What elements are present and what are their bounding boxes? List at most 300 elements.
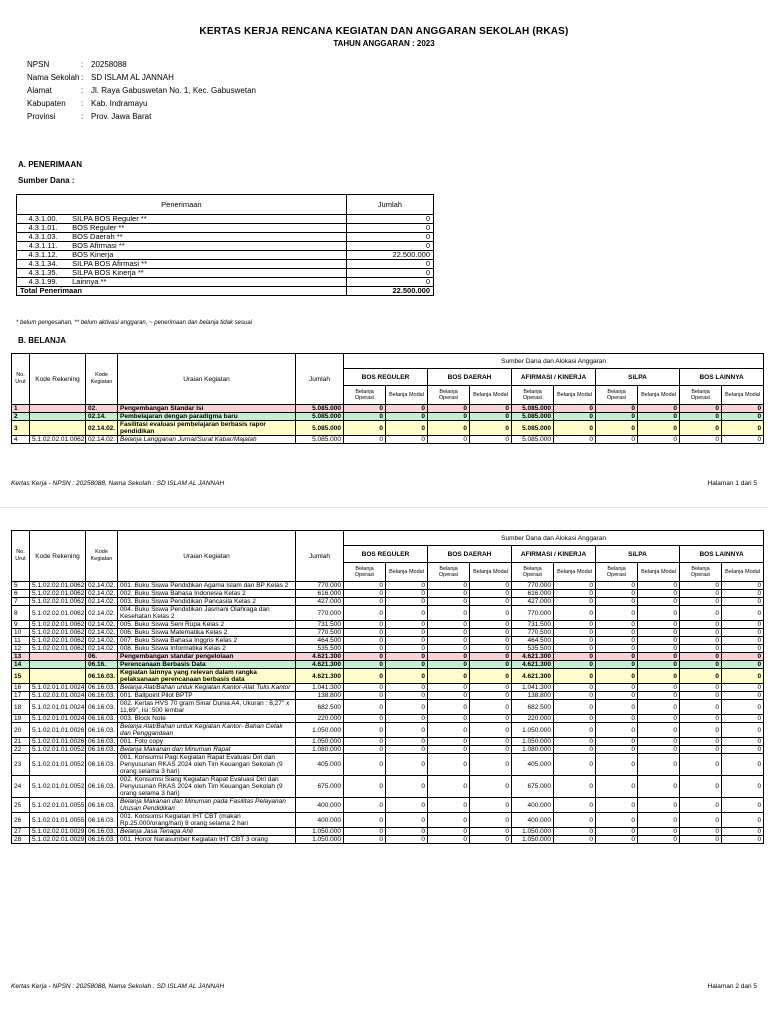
row-jumlah: 1.041.300 (296, 684, 344, 692)
row-fund-value: 1.050.000 (512, 723, 554, 738)
header-belanja-operasi: Belanja Operasi (344, 563, 386, 582)
row-fund-value: 0 (344, 590, 386, 598)
row-uraian: 005. Buku Siswa Seni Rupa Kelas 2 (118, 621, 296, 629)
row-kode-rekening: 5.1.02.02.01.0062 (30, 436, 86, 444)
header-fund-group: AFIRMASI / KINERJA (512, 369, 596, 386)
row-fund-value: 0 (638, 661, 680, 669)
row-jumlah: 4.621.300 (296, 653, 344, 661)
info-label: Nama Sekolah (27, 73, 80, 82)
row-uraian: 006. Buku Siswa Matematika Kelas 2 (118, 629, 296, 637)
row-fund-value: 0 (722, 715, 764, 723)
row-no: 16 (12, 684, 30, 692)
penerimaan-amount: 0 (346, 260, 433, 269)
belanja-table-page-2 (11, 530, 764, 844)
belanja-row (12, 813, 764, 828)
row-no: 3 (12, 421, 30, 436)
row-fund-value: 0 (470, 637, 512, 645)
row-fund-value: 0 (596, 828, 638, 836)
row-fund-value: 0 (428, 413, 470, 421)
penerimaan-amount: 0 (346, 269, 433, 278)
row-fund-value: 0 (596, 798, 638, 813)
row-fund-value: 0 (386, 421, 428, 436)
row-fund-value: 0 (428, 637, 470, 645)
row-fund-value: 0 (428, 746, 470, 754)
header-belanja-modal: Belanja Modal (638, 563, 680, 582)
header-jumlah: Jumlah (346, 195, 433, 215)
header-uraian-kegiatan: Uraian Kegiatan (118, 531, 296, 582)
belanja-table-page-1 (11, 353, 764, 444)
row-kode-rekening: 5.1.02.01.01.0052 (30, 754, 86, 776)
row-fund-value: 0 (344, 828, 386, 836)
row-fund-value: 0 (344, 629, 386, 637)
row-fund-value: 0 (470, 723, 512, 738)
row-fund-value: 0 (554, 776, 596, 798)
info-label: Kabupaten (27, 99, 66, 108)
penerimaan-code: 4.3.1.12. (17, 251, 70, 260)
row-jumlah: 427.000 (296, 598, 344, 606)
row-fund-value: 400.000 (512, 798, 554, 813)
row-fund-value: 0 (554, 754, 596, 776)
header-belanja-operasi: Belanja Operasi (428, 563, 470, 582)
row-fund-value: 427.000 (512, 598, 554, 606)
info-separator: : (81, 112, 84, 121)
row-fund-value: 0 (344, 621, 386, 629)
row-fund-value: 0 (722, 606, 764, 621)
row-fund-value: 0 (344, 754, 386, 776)
footer-page-number: Halaman 1 dari 5 (707, 480, 757, 487)
info-value: Prov. Jawa Barat (91, 112, 152, 121)
row-fund-value: 0 (638, 798, 680, 813)
row-no: 15 (12, 669, 30, 684)
row-fund-value: 0 (596, 776, 638, 798)
row-fund-value: 0 (344, 692, 386, 700)
row-jumlah: 1.050.000 (296, 738, 344, 746)
row-fund-value: 0 (680, 738, 722, 746)
row-fund-value: 0 (386, 746, 428, 754)
info-row (27, 84, 256, 97)
row-fund-value: 0 (638, 715, 680, 723)
row-kode-kegiatan: 02.14.02. (86, 645, 118, 653)
row-fund-value: 0 (680, 621, 722, 629)
belanja-row (12, 590, 764, 598)
row-fund-value: 0 (554, 828, 596, 836)
row-fund-value: 0 (470, 653, 512, 661)
row-kode-rekening (30, 661, 86, 669)
header-fund-group: SiLPA (596, 546, 680, 563)
row-no: 4 (12, 436, 30, 444)
row-uraian: 001. Konsumsi Kegiatan IHT CBT (makan Rp.25.000/orang/hari) 8 orang selama 2 hari (118, 813, 296, 828)
row-jumlah: 4.621.300 (296, 669, 344, 684)
row-fund-value: 0 (554, 669, 596, 684)
row-uraian: Belanja Makanan dan Minuman pada Fasilitas Pelayanan Urusan Pendidikan (118, 798, 296, 813)
row-fund-value: 0 (722, 436, 764, 444)
row-fund-value: 0 (554, 715, 596, 723)
row-fund-value: 0 (680, 637, 722, 645)
row-no: 28 (12, 836, 30, 844)
row-fund-value: 0 (470, 700, 512, 715)
header-kode-rekening: Kode Rekening (30, 354, 86, 405)
row-fund-value: 0 (722, 421, 764, 436)
penerimaan-name: SILPA BOS Reguler ** (69, 215, 346, 224)
penerimaan-amount: 0 (346, 215, 433, 224)
row-fund-value: 0 (680, 754, 722, 776)
row-fund-value: 0 (344, 582, 386, 590)
row-fund-value: 0 (470, 692, 512, 700)
row-fund-value: 0 (554, 692, 596, 700)
row-kode-kegiatan: 02.14.02. (86, 598, 118, 606)
row-kode-rekening (30, 653, 86, 661)
penerimaan-code: 4.3.1.01. (17, 224, 70, 233)
row-fund-value: 0 (596, 738, 638, 746)
row-kode-kegiatan: 06.16.03. (86, 669, 118, 684)
row-fund-value: 0 (428, 669, 470, 684)
row-fund-value: 0 (554, 405, 596, 413)
row-kode-rekening: 5.1.02.01.01.0055 (30, 813, 86, 828)
row-fund-value: 0 (596, 621, 638, 629)
footer-page-number: Halaman 2 dari 5 (707, 983, 757, 990)
row-fund-value: 0 (680, 606, 722, 621)
school-info (27, 58, 256, 123)
row-fund-value: 0 (470, 645, 512, 653)
header-jumlah: Jumlah (296, 531, 344, 582)
belanja-row (12, 629, 764, 637)
row-no: 24 (12, 776, 30, 798)
info-value: 20258088 (91, 60, 127, 69)
row-uraian: 001. Honor Narasumber Kegiatan IHT CBT 3 orang (118, 836, 296, 844)
row-kode-rekening: 5.1.02.01.01.0052 (30, 776, 86, 798)
row-fund-value: 0 (386, 798, 428, 813)
row-fund-value: 1.080.000 (512, 746, 554, 754)
row-jumlah: 1.050.000 (296, 828, 344, 836)
row-fund-value: 0 (722, 598, 764, 606)
header-kode-rekening: Kode Rekening (30, 531, 86, 582)
row-no: 20 (12, 723, 30, 738)
row-fund-value: 0 (638, 836, 680, 844)
row-kode-rekening (30, 669, 86, 684)
row-no: 2 (12, 413, 30, 421)
row-fund-value: 770.000 (512, 582, 554, 590)
row-fund-value: 0 (722, 590, 764, 598)
header-belanja-operasi: Belanja Operasi (596, 563, 638, 582)
row-kode-rekening: 5.1.02.01.01.0026 (30, 723, 86, 738)
header-belanja-operasi: Belanja Operasi (512, 563, 554, 582)
row-fund-value: 0 (680, 836, 722, 844)
row-fund-value: 0 (638, 754, 680, 776)
row-fund-value: 0 (470, 436, 512, 444)
row-fund-value: 682.500 (512, 700, 554, 715)
row-fund-value: 0 (722, 836, 764, 844)
row-fund-value: 0 (722, 828, 764, 836)
row-kode-kegiatan: 06.16.03. (86, 828, 118, 836)
row-fund-value: 0 (428, 621, 470, 629)
belanja-row (12, 653, 764, 661)
row-fund-value: 0 (596, 436, 638, 444)
row-fund-value: 4.621.300 (512, 669, 554, 684)
penerimaan-amount: 0 (346, 233, 433, 242)
row-fund-value: 0 (638, 436, 680, 444)
row-uraian: 002. Buku Siswa Bahasa Indonesia Kelas 2 (118, 590, 296, 598)
row-fund-value: 0 (554, 653, 596, 661)
row-fund-value: 0 (596, 653, 638, 661)
row-fund-value: 770.000 (512, 606, 554, 621)
row-no: 26 (12, 813, 30, 828)
row-uraian: 003. Buku Siswa Pendidikan Pancasila Kelas 2 (118, 598, 296, 606)
row-fund-value: 0 (470, 669, 512, 684)
row-fund-value: 138.800 (512, 692, 554, 700)
row-fund-value: 5.085.000 (512, 421, 554, 436)
row-fund-value: 0 (680, 723, 722, 738)
header-fund-group: AFIRMASI / KINERJA (512, 546, 596, 563)
row-fund-value: 0 (344, 813, 386, 828)
row-jumlah: 5.085.000 (296, 413, 344, 421)
row-fund-value: 0 (638, 582, 680, 590)
row-kode-rekening: 5.1.02.02.01.0062 (30, 637, 86, 645)
row-fund-value: 0 (596, 723, 638, 738)
row-jumlah: 770.000 (296, 606, 344, 621)
row-fund-value: 0 (428, 598, 470, 606)
row-fund-value: 0 (554, 813, 596, 828)
row-fund-value: 0 (554, 621, 596, 629)
row-fund-value: 0 (470, 598, 512, 606)
belanja-row (12, 715, 764, 723)
row-uraian: Fasilitasi evaluasi pembelajaran berbasis rapor pendidikan (118, 421, 296, 436)
row-no: 12 (12, 645, 30, 653)
row-fund-value: 0 (428, 754, 470, 776)
row-fund-value: 0 (386, 661, 428, 669)
row-fund-value: 0 (470, 413, 512, 421)
row-fund-value: 0 (386, 715, 428, 723)
row-fund-value: 0 (386, 828, 428, 836)
row-no: 19 (12, 715, 30, 723)
penerimaan-name: BOS Afirmasi ** (69, 242, 346, 251)
row-fund-value: 0 (386, 836, 428, 844)
row-fund-value: 0 (596, 582, 638, 590)
row-fund-value: 675.000 (512, 776, 554, 798)
row-fund-value: 0 (722, 645, 764, 653)
row-fund-value: 0 (386, 669, 428, 684)
row-fund-value: 0 (470, 715, 512, 723)
row-uraian: 007. Buku Siswa Bahasa Inggris Kelas 2 (118, 637, 296, 645)
row-fund-value: 0 (554, 661, 596, 669)
row-kode-rekening: 5.1.02.01.01.0024 (30, 700, 86, 715)
row-fund-value: 0 (386, 692, 428, 700)
header-belanja-modal: Belanja Modal (554, 563, 596, 582)
header-jumlah: Jumlah (296, 354, 344, 405)
row-fund-value: 0 (680, 715, 722, 723)
row-no: 22 (12, 746, 30, 754)
penerimaan-name: Lainnya ** (69, 278, 346, 287)
row-jumlah: 682.500 (296, 700, 344, 715)
row-fund-value: 0 (344, 413, 386, 421)
row-jumlah: 5.085.000 (296, 436, 344, 444)
row-fund-value: 0 (722, 669, 764, 684)
belanja-row (12, 661, 764, 669)
penerimaan-name: BOS Reguler ** (69, 224, 346, 233)
row-fund-value: 0 (554, 836, 596, 844)
row-fund-value: 770.500 (512, 629, 554, 637)
row-fund-value: 0 (680, 421, 722, 436)
row-uraian: Belanja Makanan dan Minuman Rapat (118, 746, 296, 754)
row-kode-rekening (30, 405, 86, 413)
row-jumlah: 405.000 (296, 754, 344, 776)
header-fund-group: BOS REGULER (344, 546, 428, 563)
row-fund-value: 0 (386, 629, 428, 637)
row-fund-value: 0 (638, 653, 680, 661)
info-separator: : (81, 86, 84, 95)
row-fund-value: 0 (428, 653, 470, 661)
row-fund-value: 0 (428, 776, 470, 798)
row-no: 17 (12, 692, 30, 700)
row-fund-value: 0 (470, 405, 512, 413)
belanja-row (12, 421, 764, 436)
penerimaan-amount: 0 (346, 242, 433, 251)
row-fund-value: 0 (386, 405, 428, 413)
row-fund-value: 0 (722, 405, 764, 413)
row-kode-kegiatan: 02.14. (86, 413, 118, 421)
row-fund-value: 0 (386, 653, 428, 661)
row-fund-value: 0 (470, 776, 512, 798)
row-fund-value: 0 (680, 700, 722, 715)
row-fund-value: 0 (344, 700, 386, 715)
row-fund-value: 0 (386, 684, 428, 692)
row-kode-rekening: 5.1.02.01.01.0055 (30, 798, 86, 813)
row-fund-value: 0 (386, 582, 428, 590)
row-kode-kegiatan: 06.16.03. (86, 776, 118, 798)
row-fund-value: 0 (722, 692, 764, 700)
row-fund-value: 0 (722, 798, 764, 813)
row-fund-value: 0 (344, 405, 386, 413)
row-fund-value: 0 (554, 421, 596, 436)
row-fund-value: 0 (554, 637, 596, 645)
header-belanja-operasi: Belanja Operasi (344, 386, 386, 405)
row-fund-value: 0 (554, 436, 596, 444)
row-fund-value: 731.500 (512, 621, 554, 629)
row-fund-value: 0 (638, 421, 680, 436)
row-fund-value: 0 (554, 590, 596, 598)
row-fund-value: 220.000 (512, 715, 554, 723)
row-fund-value: 0 (596, 661, 638, 669)
row-kode-kegiatan: 06.16. (86, 661, 118, 669)
row-fund-value: 0 (680, 645, 722, 653)
row-jumlah: 5.085.000 (296, 405, 344, 413)
row-fund-value: 0 (638, 684, 680, 692)
row-kode-kegiatan: 06.16.03. (86, 692, 118, 700)
row-fund-value: 0 (554, 582, 596, 590)
belanja-row (12, 598, 764, 606)
header-sumber-dana: Sumber Dana dan Alokasi Anggaran (344, 354, 764, 369)
row-fund-value: 0 (428, 813, 470, 828)
row-fund-value: 0 (344, 798, 386, 813)
row-uraian: 001. Foto copy (118, 738, 296, 746)
row-fund-value: 0 (428, 700, 470, 715)
info-value: Kab. Indramayu (91, 99, 148, 108)
row-fund-value: 0 (638, 598, 680, 606)
row-fund-value: 0 (680, 653, 722, 661)
row-fund-value: 0 (386, 776, 428, 798)
row-kode-kegiatan: 02.14.02. (86, 629, 118, 637)
row-uraian: 001. Konsumsi Pagi Kegiatan Rapat Evaluasi Diri dan Penyusunan RKAS 2024 oleh Tim Keuangan Sekolah (9 orang selama 3 hari) (118, 754, 296, 776)
row-fund-value: 0 (680, 746, 722, 754)
row-fund-value: 0 (428, 582, 470, 590)
row-fund-value: 0 (470, 684, 512, 692)
belanja-row (12, 582, 764, 590)
row-fund-value: 0 (470, 582, 512, 590)
row-uraian: Pengembangan Standar Isi (118, 405, 296, 413)
row-fund-value: 0 (344, 776, 386, 798)
row-fund-value: 0 (638, 645, 680, 653)
info-row (27, 110, 256, 123)
header-belanja-operasi: Belanja Operasi (512, 386, 554, 405)
penerimaan-name: BOS Daerah ** (69, 233, 346, 242)
row-jumlah: 220.000 (296, 715, 344, 723)
row-fund-value: 0 (470, 590, 512, 598)
row-kode-kegiatan: 06.16.03. (86, 746, 118, 754)
row-no: 7 (12, 598, 30, 606)
row-fund-value: 0 (722, 661, 764, 669)
row-jumlah: 464.500 (296, 637, 344, 645)
row-fund-value: 0 (680, 798, 722, 813)
row-kode-kegiatan: 06.16.03. (86, 700, 118, 715)
row-jumlah: 5.085.000 (296, 421, 344, 436)
row-fund-value: 0 (638, 590, 680, 598)
row-fund-value: 0 (386, 637, 428, 645)
row-fund-value: 0 (638, 776, 680, 798)
row-fund-value: 0 (680, 669, 722, 684)
row-fund-value: 0 (680, 629, 722, 637)
row-kode-kegiatan: 06.16.03. (86, 798, 118, 813)
row-fund-value: 0 (722, 653, 764, 661)
row-kode-kegiatan: 02.14.02. (86, 582, 118, 590)
row-no: 9 (12, 621, 30, 629)
row-no: 1 (12, 405, 30, 413)
row-fund-value: 0 (386, 436, 428, 444)
row-fund-value: 0 (596, 813, 638, 828)
row-jumlah: 535.500 (296, 645, 344, 653)
row-no: 8 (12, 606, 30, 621)
section-penerimaan-title: A. PENERIMAAN (18, 160, 83, 169)
row-fund-value: 0 (722, 723, 764, 738)
row-fund-value: 0 (722, 813, 764, 828)
row-fund-value: 0 (722, 413, 764, 421)
row-kode-rekening: 5.1.02.01.01.0024 (30, 684, 86, 692)
row-fund-value: 535.500 (512, 645, 554, 653)
row-fund-value: 0 (554, 598, 596, 606)
row-fund-value: 0 (680, 413, 722, 421)
row-fund-value: 0 (722, 776, 764, 798)
header-belanja-modal: Belanja Modal (470, 386, 512, 405)
row-kode-kegiatan: 06.16.03. (86, 738, 118, 746)
header-fund-group: SiLPA (596, 369, 680, 386)
penerimaan-code: 4.3.1.00. (17, 215, 70, 224)
row-fund-value: 5.085.000 (512, 413, 554, 421)
row-fund-value: 0 (470, 754, 512, 776)
penerimaan-name: BOS Kinerja (69, 251, 346, 260)
row-fund-value: 0 (596, 700, 638, 715)
info-row (27, 97, 256, 110)
info-separator: : (81, 60, 84, 69)
row-fund-value: 0 (596, 684, 638, 692)
row-uraian: Pengembangan standar pengelolaan (118, 653, 296, 661)
row-fund-value: 0 (722, 684, 764, 692)
row-kode-rekening: 5.1.02.02.01.0062 (30, 645, 86, 653)
penerimaan-code: 4.3.1.99. (17, 278, 70, 287)
row-fund-value: 0 (428, 723, 470, 738)
belanja-row (12, 606, 764, 621)
row-fund-value: 0 (428, 590, 470, 598)
row-fund-value: 0 (470, 421, 512, 436)
header-belanja-operasi: Belanja Operasi (428, 386, 470, 405)
row-jumlah: 731.500 (296, 621, 344, 629)
